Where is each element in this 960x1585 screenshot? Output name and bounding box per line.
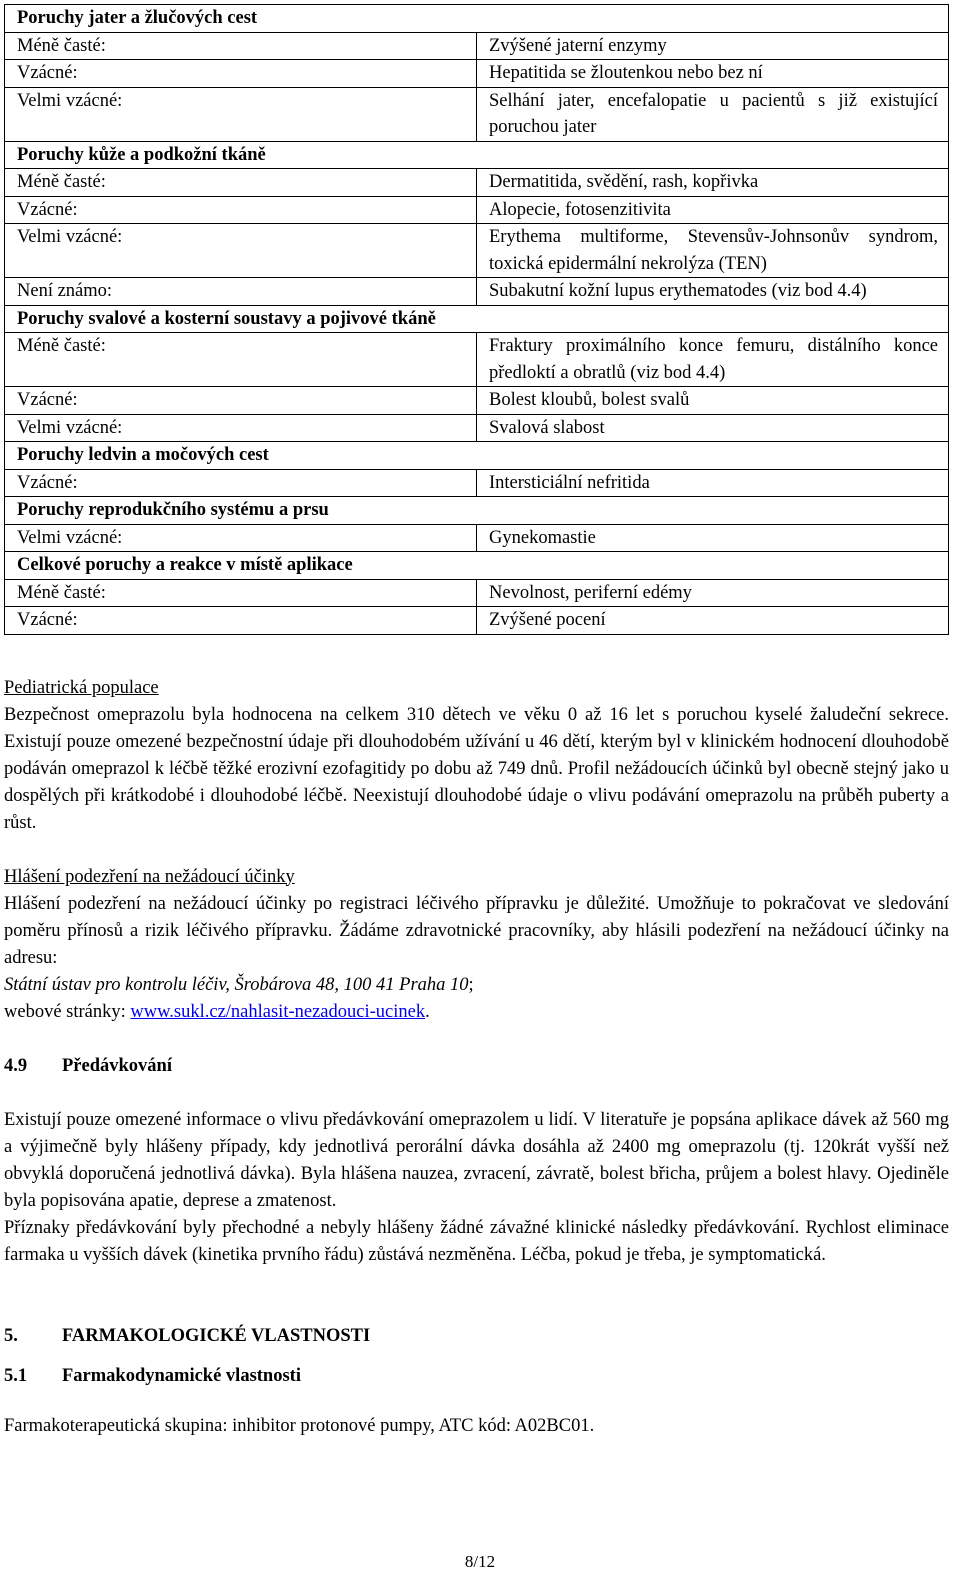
table-row <box>5 278 949 306</box>
table-row <box>5 387 949 415</box>
effect-cell: Fraktury proximálního konce femuru, distálního konce předloktí a obratlů (viz bod 4.4) <box>477 333 949 387</box>
table-category-row <box>5 497 949 525</box>
effect-cell: Intersticiální nefritida <box>477 469 949 497</box>
table-row <box>5 32 949 60</box>
page-number: 8/12 <box>464 1552 496 1571</box>
adverse-effects-table <box>4 4 949 635</box>
overdose-paragraph-1: Existují pouze omezené informace o vlivu předávkování omeprazolem u lidí. V literatuře je popsána aplikace dávek až 560 mg a výjimečně byly hlášeny případy, kdy jednotlivá perorální dávka dosáhla až 2400 mg omeprazolu (tj. 120krát vyšší než obvyklá doporučená jednotlivá dávka). Byla hlášena nauzea, zvracení, závratě, bolest břicha, průjem a bolest hlavy. Ojediněle byla popisována apatie, deprese a zmatenost. <box>4 1109 949 1211</box>
reporting-heading: Hlášení podezření na nežádoucí účinky <box>4 866 295 887</box>
section-4-9-heading: 4.9 Předávkování <box>4 1055 172 1076</box>
reporting-web-line: webové stránky: www.sukl.cz/nahlasit-nezadouci-ucinek. <box>4 1001 430 1022</box>
category-label: Poruchy jater a žlučových cest <box>5 5 949 33</box>
effect-cell: Hepatitida se žloutenkou nebo bez ní <box>477 60 949 88</box>
effect-cell: Zvýšené jaterní enzymy <box>477 32 949 60</box>
reporting-section <box>4 864 949 1026</box>
category-label: Poruchy svalové a kosterní soustavy a pojivové tkáně <box>5 305 949 333</box>
category-label: Poruchy ledvin a močových cest <box>5 442 949 470</box>
effect-cell: Dermatitida, svědění, rash, kopřivka <box>477 169 949 197</box>
table-row <box>5 333 949 387</box>
frequency-cell: Velmi vzácné: <box>5 87 477 141</box>
reporting-text: Hlášení podezření na nežádoucí účinky po registraci léčivého přípravku je důležité. Umožňuje to pokračovat ve sledování poměru přínosů a rizik léčivého přípravku. Žádáme zdravotnické pracovníky, aby hlásili podezření na nežádoucí účinky na adresu: <box>4 893 949 968</box>
effect-cell: Zvýšené pocení <box>477 607 949 635</box>
reporting-address: Státní ústav pro kontrolu léčiv, Šrobárova 48, 100 41 Praha 10 <box>4 974 469 995</box>
frequency-cell: Vzácné: <box>5 60 477 88</box>
table-row <box>5 524 949 552</box>
pharmaco-group: Farmakoterapeutická skupina: inhibitor protonové pumpy, ATC kód: A02BC01. <box>4 1415 595 1436</box>
frequency-cell: Velmi vzácné: <box>5 224 477 278</box>
table-row <box>5 414 949 442</box>
effect-cell: Alopecie, fotosenzitivita <box>477 196 949 224</box>
effect-cell: Subakutní kožní lupus erythematodes (viz bod 4.4) <box>477 278 949 306</box>
section-5-1-heading: 5.1 Farmakodynamické vlastnosti <box>4 1365 301 1386</box>
table-category-row <box>5 141 949 169</box>
effect-cell: Bolest kloubů, bolest svalů <box>477 387 949 415</box>
table-category-row <box>5 305 949 333</box>
table-row <box>5 579 949 607</box>
pediatric-section <box>4 675 949 837</box>
frequency-cell: Méně časté: <box>5 579 477 607</box>
table-row <box>5 196 949 224</box>
reporting-address-line: Státní ústav pro kontrolu léčiv, Šrobárova 48, 100 41 Praha 10; <box>4 974 474 995</box>
pediatric-heading: Pediatrická populace <box>4 677 159 698</box>
frequency-cell: Méně časté: <box>5 333 477 387</box>
frequency-cell: Méně časté: <box>5 32 477 60</box>
frequency-cell: Vzácné: <box>5 196 477 224</box>
frequency-cell: Není známo: <box>5 278 477 306</box>
pediatric-text: Bezpečnost omeprazolu byla hodnocena na celkem 310 dětech ve věku 0 až 16 let s poruchou kyselé žaludeční sekrece. Existují pouze omezené bezpečnostní údaje při dlouhodobém užívání u 46 dětí, kterým byl v klinickém hodnocení dlouhodobě podáván omeprazol k léčbě těžké erozivní ezofagitidy po dobu až 749 dnů. Profil nežádoucích účinků byl obecně stejný jako u dospělých při krátkodobé i dlouhodobé léčbě. Neexistují dlouhodobé údaje o vlivu podávání omeprazolu na průběh puberty a růst. <box>4 704 949 833</box>
section-5-heading: 5. FARMAKOLOGICKÉ VLASTNOSTI <box>4 1325 371 1346</box>
document-page <box>4 4 949 1440</box>
table-category-row <box>5 552 949 580</box>
frequency-cell: Velmi vzácné: <box>5 524 477 552</box>
table-row <box>5 224 949 278</box>
frequency-cell: Velmi vzácné: <box>5 414 477 442</box>
table-category-row <box>5 442 949 470</box>
effect-cell: Gynekomastie <box>477 524 949 552</box>
table-row <box>5 469 949 497</box>
table-row <box>5 607 949 635</box>
category-label: Poruchy kůže a podkožní tkáně <box>5 141 949 169</box>
frequency-cell: Méně časté: <box>5 169 477 197</box>
table-category-row <box>5 5 949 33</box>
effect-cell: Selhání jater, encefalopatie u pacientů s již existující poruchou jater <box>477 87 949 141</box>
frequency-cell: Vzácné: <box>5 387 477 415</box>
frequency-cell: Vzácné: <box>5 607 477 635</box>
table-row <box>5 169 949 197</box>
overdose-paragraph-2: Příznaky předávkování byly přechodné a nebyly hlášeny žádné závažné klinické následky předávkování. Rychlost eliminace farmaka u vyšších dávek (kinetika prvního řádu) zůstává nezměněna. Léčba, pokud je třeba, je symptomatická. <box>4 1217 949 1265</box>
effect-cell: Nevolnost, periferní edémy <box>477 579 949 607</box>
category-label: Poruchy reprodukčního systému a prsu <box>5 497 949 525</box>
effect-cell: Erythema multiforme, Stevensův-Johnsonův syndrom, toxická epidermální nekrolýza (TEN) <box>477 224 949 278</box>
category-label: Celkové poruchy a reakce v místě aplikace <box>5 552 949 580</box>
table-row <box>5 87 949 141</box>
table-row <box>5 60 949 88</box>
effect-cell: Svalová slabost <box>477 414 949 442</box>
frequency-cell: Vzácné: <box>5 469 477 497</box>
sukl-link[interactable]: www.sukl.cz/nahlasit-nezadouci-ucinek <box>130 1001 426 1022</box>
